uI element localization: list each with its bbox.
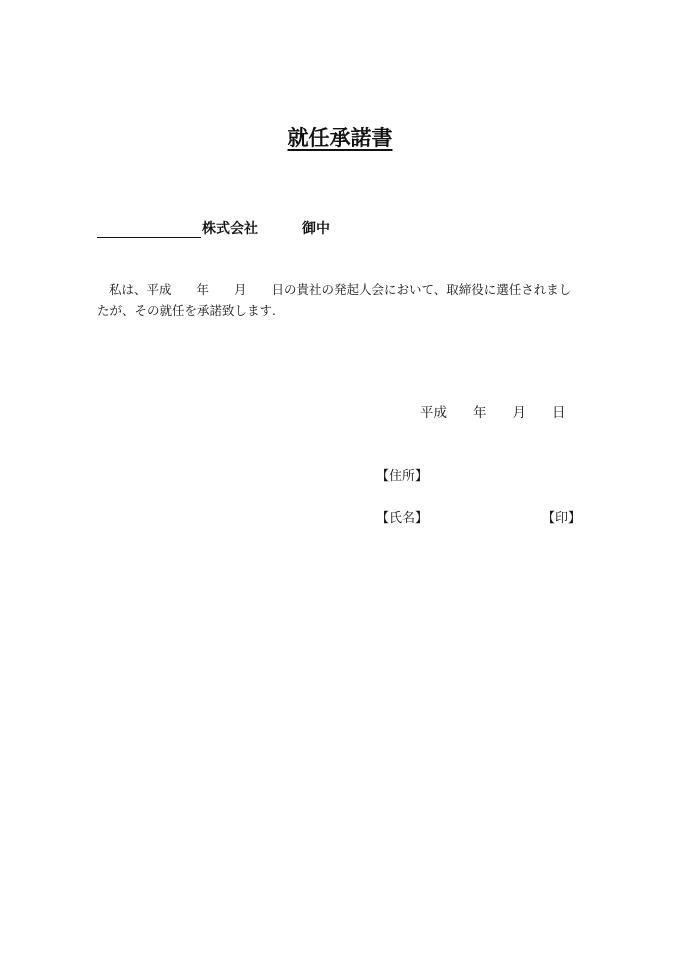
honorific: 御中 <box>302 221 330 237</box>
date-month-label: 月 <box>512 405 526 421</box>
document-title-text: 就任承諾書 <box>287 126 393 150</box>
seal-label: 【印】 <box>542 511 582 526</box>
body-year-label: 年 <box>196 282 210 297</box>
name-row <box>376 507 582 526</box>
addressee-line <box>97 218 330 238</box>
company-name-blank <box>97 223 201 238</box>
body-text-intro: 私は、平成 <box>109 282 172 297</box>
body-line-2: たが、その就任を承諾致します. <box>97 303 276 318</box>
name-label: 【氏名】 <box>376 511 429 526</box>
signature-date <box>420 401 566 421</box>
body-text-rest: 日の貴社の発起人会において、取締役に選任されまし <box>271 282 572 297</box>
body-line-1 <box>97 279 585 300</box>
address-label: 【住所】 <box>376 469 429 484</box>
date-era: 平成 <box>420 405 447 421</box>
body-month-label: 月 <box>234 282 247 297</box>
date-year-label: 年 <box>473 405 487 421</box>
date-day-label: 日 <box>552 405 566 421</box>
document-title <box>0 122 680 152</box>
company-suffix: 株式会社 <box>202 221 258 237</box>
body-paragraph <box>97 279 585 321</box>
